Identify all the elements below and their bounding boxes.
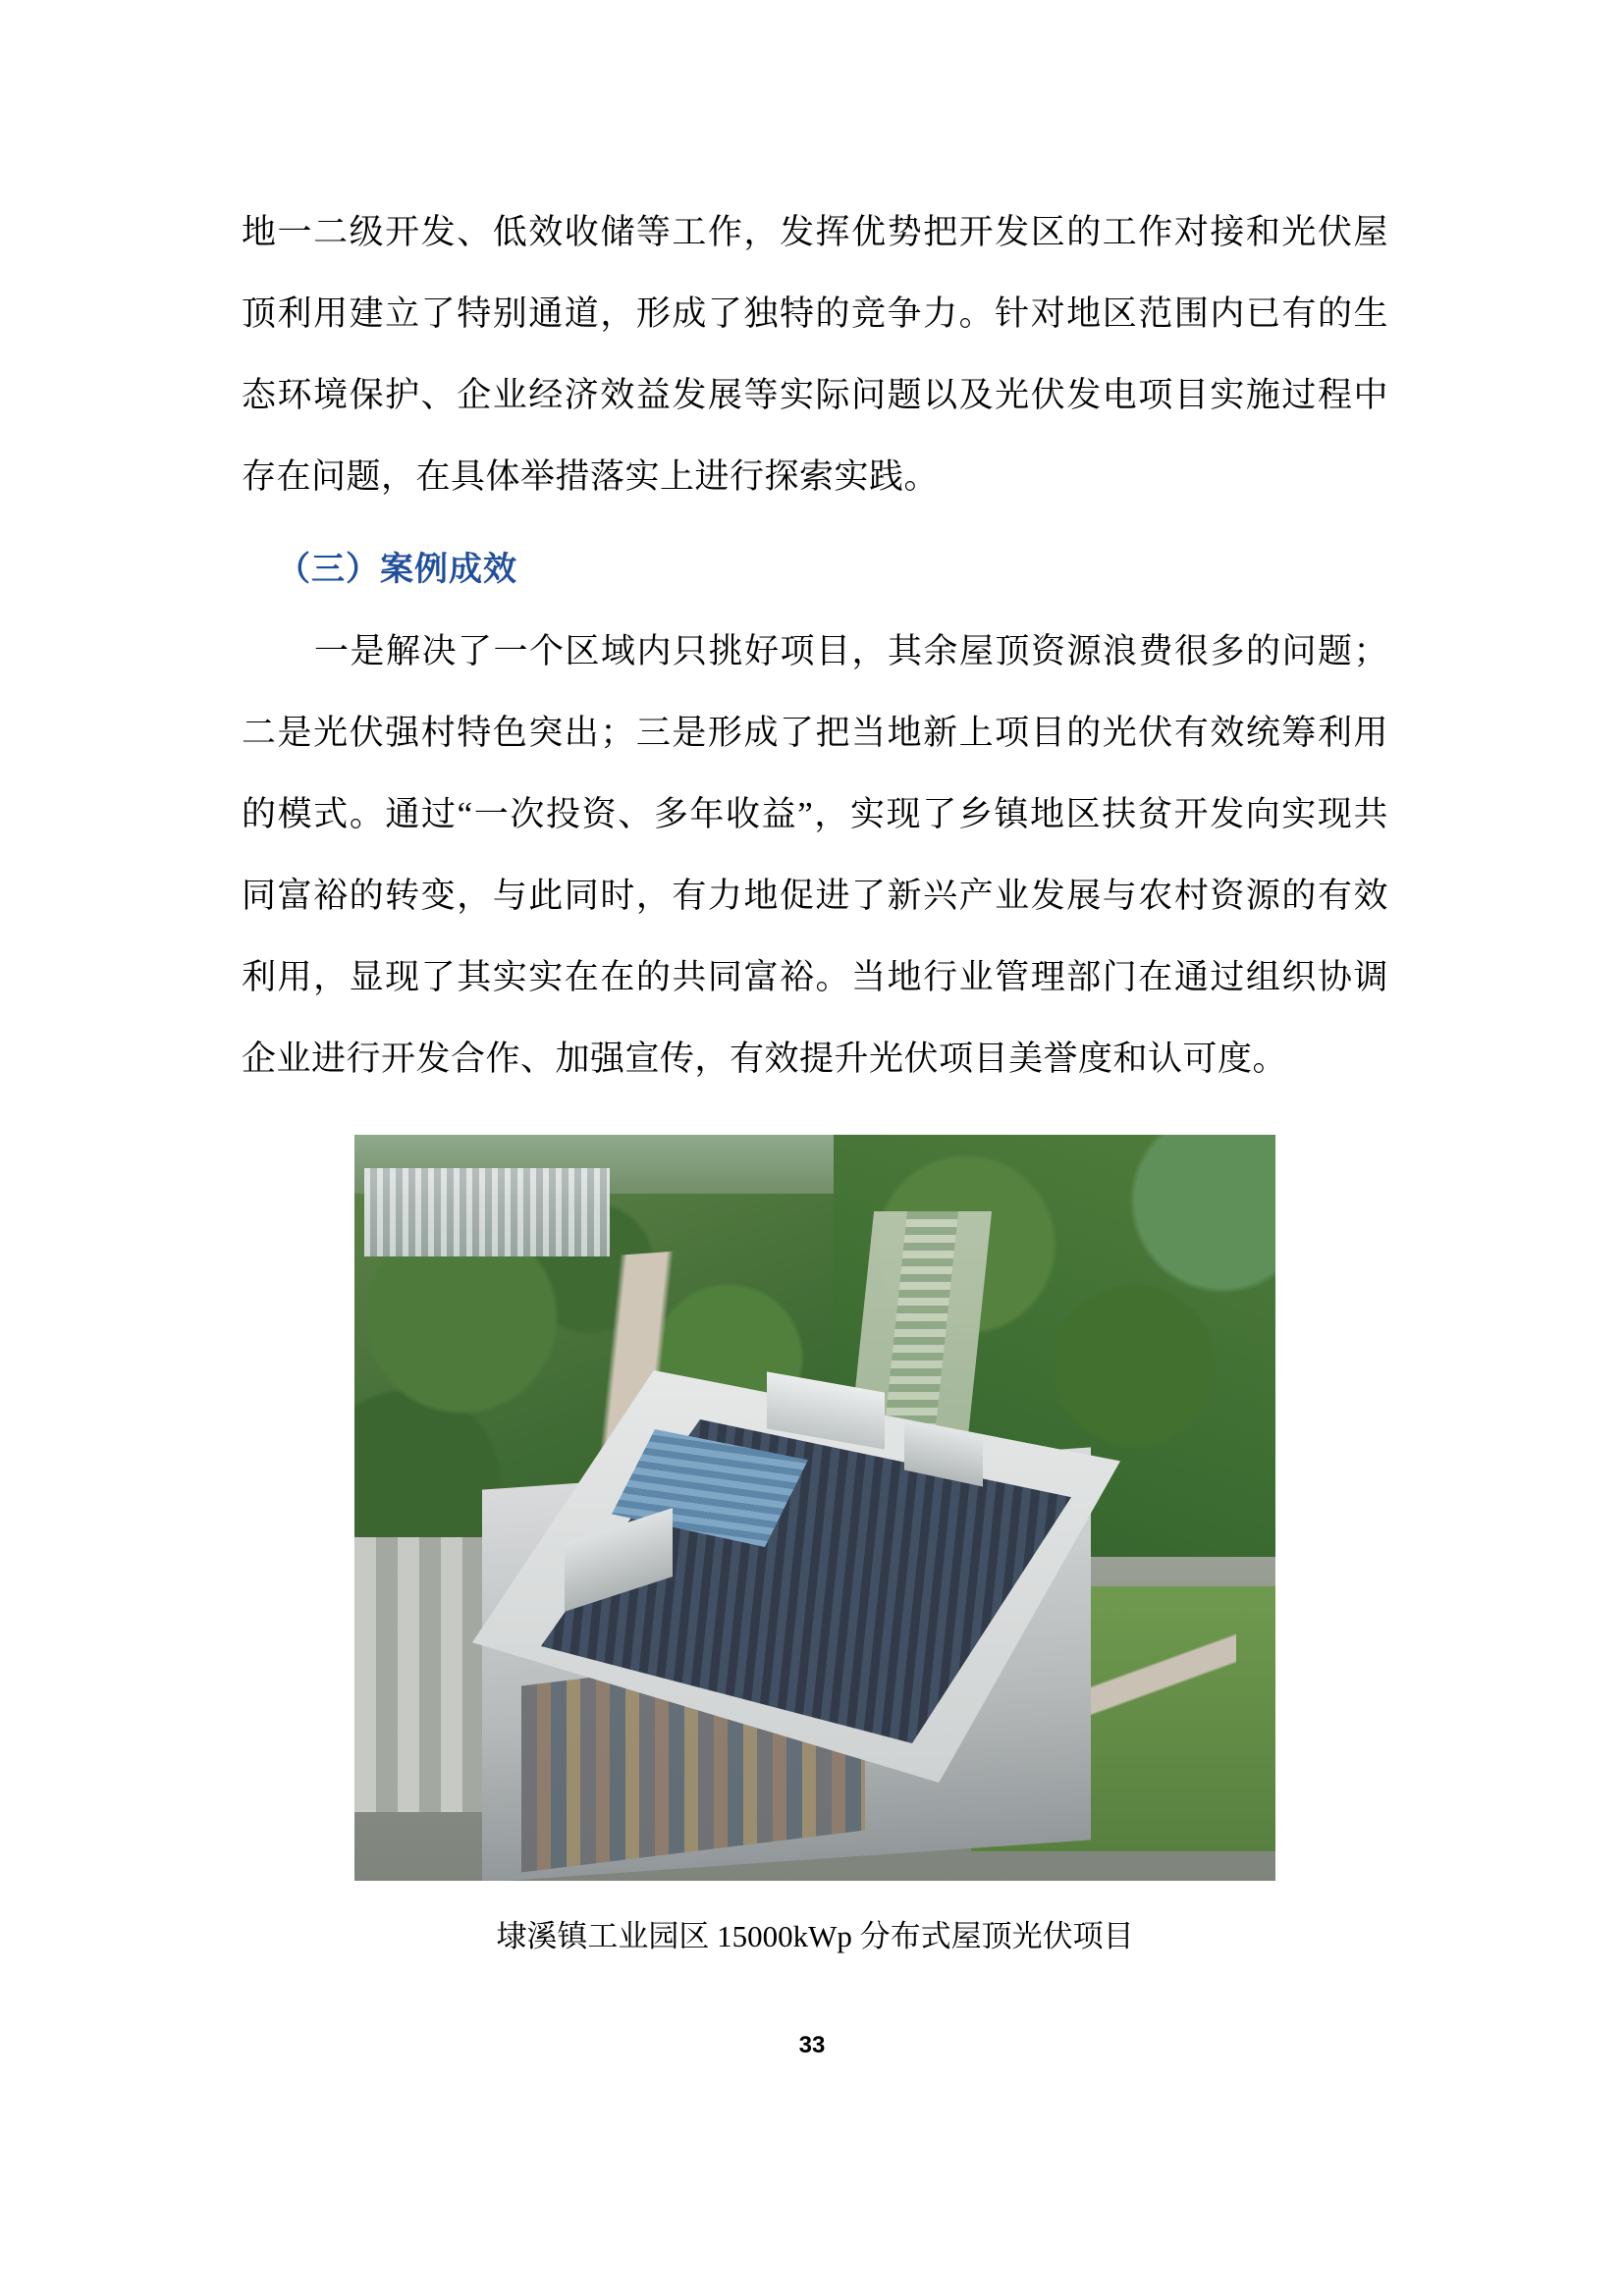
figure bbox=[242, 1135, 1388, 1966]
page-content bbox=[242, 191, 1388, 1966]
page-number: 33 bbox=[798, 2032, 826, 2058]
section-heading: （三）案例成效 bbox=[277, 551, 517, 588]
photo-composition bbox=[354, 1135, 1275, 1881]
body-paragraph-2: 一是解决了一个区域内只挑好项目，其余屋顶资源浪费很多的问题；二是光伏强村特色突出；三是形成了把当地新上项目的光伏有效统筹利用的模式。通过“一次投资、多年收益”，实现了乡镇地区扶贫开发向实现共同富裕的转变，与此同时，有力地促进了新兴产业发展与农村资源的有效利用，显现了其实实在在的共同富裕。当地行业管理部门在通过组织协调企业进行开发合作、加强宣传，有效提升光伏项目美誉度和认可度。 bbox=[242, 632, 1388, 1078]
figure-caption: 埭溪镇工业园区 15000kWp 分布式屋顶光伏项目 bbox=[496, 1919, 1134, 1953]
body-paragraph-1: 地一二级开发、低效收储等工作，发挥优势把开发区的工作对接和光伏屋顶利用建立了特别通道，形成了独特的竞争力。针对地区范围内已有的生态环境保护、企业经济效益发展等实际问题以及光伏发电项目实施过程中存在问题，在具体举措落实上进行探索实践。 bbox=[242, 213, 1388, 496]
distant-buildings bbox=[364, 1168, 610, 1256]
figure-image bbox=[354, 1135, 1275, 1881]
